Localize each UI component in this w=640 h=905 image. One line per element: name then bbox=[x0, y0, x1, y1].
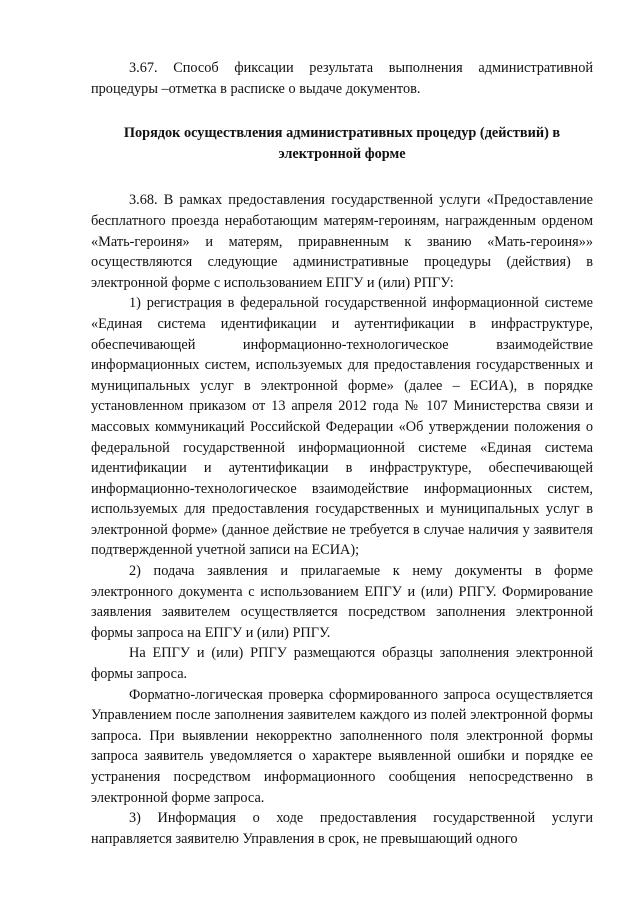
paragraph-3-68: 3.68. В рамках предоставления государственной услуги «Предоставление бесплатного проезда неработающим матерям-героиням, награжденным орденом «Мать-героиня» и матерям, приравненным к званию «Мать-героиня»» осуществляются следующие административные процедуры (действия) в электронной форме с использованием ЕПГУ и (или) РПГУ: bbox=[91, 192, 593, 291]
list-item-3: 3) Информация о ходе предоставления государственной услуги направляется заявителю Управления в срок, не превышающий одного bbox=[91, 810, 593, 847]
list-item-1: 1) регистрация в федеральной государственной информационной системе «Единая система идентификации и аутентификации в инфраструктуре, обеспечивающей информационно-технологическое взаимодействие информационных систем, используемых для предоставления государственных и муниципальных услуг в электронной форме» (далее – ЕСИА), в порядке установленном приказом от 13 апреля 2012 года № 107 Министерства связи и массовых коммуникаций Российской Федерации «Об утверждении положения о федеральной государственной информационной системе «Единая система идентификации и аутентификации в инфраструктуре, обеспечивающей информационно-технологическое взаимодействие информационных систем, используемых для предоставления государственных и муниципальных услуг в электронной форме» (данное действие не требуется в случае наличия у заявителя подтвержденной учетной записи на ЕСИА); bbox=[91, 295, 593, 559]
list-item-2: 2) подача заявления и прилагаемые к нему документы в форме электронного документа с использованием ЕПГУ и (или) РПГУ. Формирование заявления заявителем осуществляется посредством заполнения электронной формы запроса на ЕПГУ и (или) РПГУ. bbox=[91, 563, 593, 641]
document-page bbox=[91, 58, 593, 849]
paragraph-samples: На ЕПГУ и (или) РПГУ размещаются образцы заполнения электронной формы запроса. bbox=[91, 645, 593, 683]
paragraph-format-check: Форматно-логическая проверка сформированного запроса осуществляется Управлением после заполнения заявителем каждого из полей электронной формы запроса. При выявлении некорректно заполненного поля электронной формы запроса заявитель уведомляется о характере выявленной ошибки и порядке ее устранения посредством информационного сообщения непосредственно в электронной форме запроса. bbox=[91, 686, 593, 806]
paragraph-3-67: 3.67. Способ фиксации результата выполнения административной процедуры –отметка в расписке о выдаче документов. bbox=[91, 60, 593, 97]
section-heading: Порядок осуществления административных процедур (действий) в электронной форме bbox=[123, 125, 561, 162]
